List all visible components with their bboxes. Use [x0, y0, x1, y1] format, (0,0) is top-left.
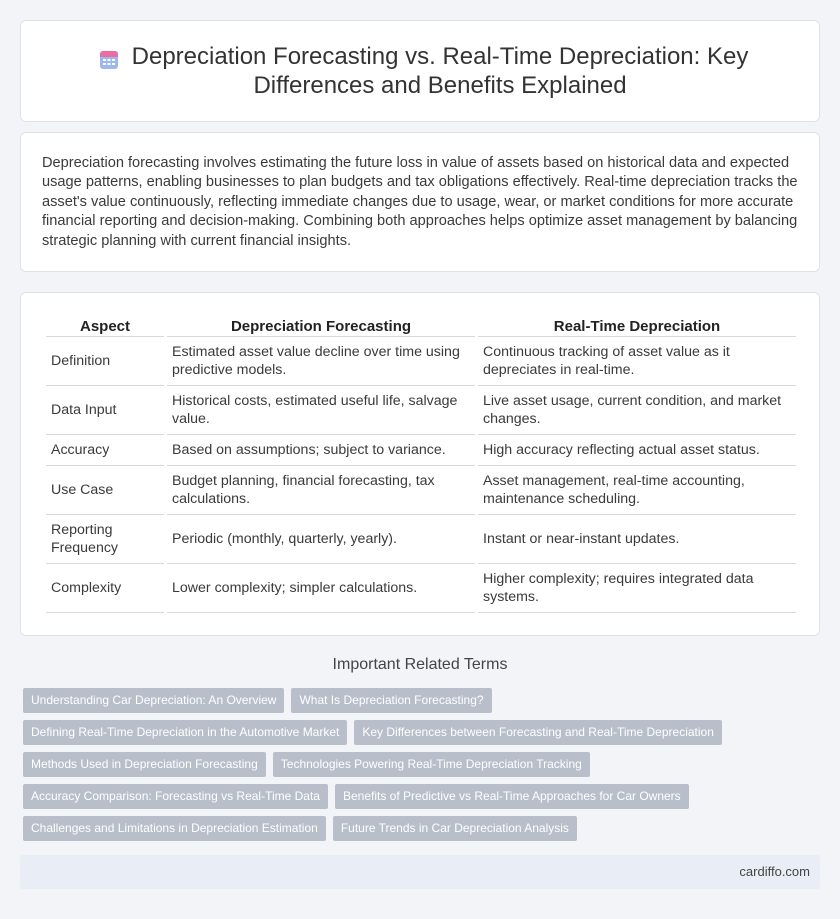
- table-header-realtime: Real-Time Depreciation: [478, 316, 796, 337]
- table-cell: Asset management, real-time accounting, maintenance scheduling.: [478, 466, 796, 515]
- intro-paragraph: Depreciation forecasting involves estimating the future loss in value of assets based on historical data and expected usage patterns, enabling businesses to plan budgets and tax obligations effectively. Real-time depreciation tracks the asset's value continuously, reflecting immediate changes due to usage, wear, or market conditions for more accurate financial reporting and decision-making. Combining both approaches helps optimize asset management by balancing strategic planning with current financial insights.: [42, 155, 798, 249]
- table-row: [46, 466, 796, 515]
- table-row: [46, 564, 796, 613]
- table-cell: Complexity: [46, 564, 164, 613]
- related-terms-list: [23, 688, 823, 848]
- comparison-table: [43, 316, 799, 613]
- table-row: [46, 386, 796, 435]
- related-term-tag[interactable]: Benefits of Predictive vs Real-Time Approaches for Car Owners: [335, 784, 689, 809]
- related-term-tag[interactable]: Future Trends in Car Depreciation Analysis: [333, 816, 577, 841]
- related-term-tag[interactable]: Methods Used in Depreciation Forecasting: [23, 752, 266, 777]
- table-cell: Reporting Frequency: [46, 515, 164, 564]
- table-cell: Higher complexity; requires integrated data systems.: [478, 564, 796, 613]
- footer: [20, 855, 820, 889]
- related-term-tag[interactable]: Accuracy Comparison: Forecasting vs Real-Time Data: [23, 784, 328, 809]
- page-title: Depreciation Forecasting vs. Real-Time Depreciation: Key Differences and Benefits Explained: [131, 43, 749, 99]
- table-cell: Based on assumptions; subject to variance.: [167, 435, 475, 466]
- related-term-tag[interactable]: Technologies Powering Real-Time Depreciation Tracking: [273, 752, 590, 777]
- related-term-tag[interactable]: Understanding Car Depreciation: An Overview: [23, 688, 284, 713]
- table-cell: Instant or near-instant updates.: [478, 515, 796, 564]
- table-cell: Estimated asset value decline over time using predictive models.: [167, 337, 475, 386]
- title-card: [20, 20, 820, 122]
- footer-site-link[interactable]: cardiffo.com: [739, 864, 810, 879]
- table-cell: Definition: [46, 337, 164, 386]
- table-cell: Budget planning, financial forecasting, tax calculations.: [167, 466, 475, 515]
- comparison-card: [20, 292, 820, 636]
- related-terms-heading: Important Related Terms: [332, 656, 508, 673]
- related-term-tag[interactable]: Defining Real-Time Depreciation in the Automotive Market: [23, 720, 347, 745]
- table-header-row: [46, 316, 796, 337]
- table-cell: Data Input: [46, 386, 164, 435]
- related-term-tag[interactable]: What Is Depreciation Forecasting?: [291, 688, 491, 713]
- table-cell: Periodic (monthly, quarterly, yearly).: [167, 515, 475, 564]
- table-cell: Historical costs, estimated useful life, salvage value.: [167, 386, 475, 435]
- table-cell: Live asset usage, current condition, and market changes.: [478, 386, 796, 435]
- table-row: [46, 515, 796, 564]
- table-cell: Accuracy: [46, 435, 164, 466]
- related-term-tag[interactable]: Challenges and Limitations in Depreciation Estimation: [23, 816, 326, 841]
- table-row: [46, 435, 796, 466]
- table-row: [46, 337, 796, 386]
- table-cell: Use Case: [46, 466, 164, 515]
- table-cell: Lower complexity; simpler calculations.: [167, 564, 475, 613]
- related-term-tag[interactable]: Key Differences between Forecasting and Real-Time Depreciation: [354, 720, 722, 745]
- table-cell: Continuous tracking of asset value as it depreciates in real-time.: [478, 337, 796, 386]
- table-header-aspect: Aspect: [46, 316, 164, 337]
- intro-card: [20, 132, 820, 272]
- table-header-forecasting: Depreciation Forecasting: [167, 316, 475, 337]
- table-cell: High accuracy reflecting actual asset status.: [478, 435, 796, 466]
